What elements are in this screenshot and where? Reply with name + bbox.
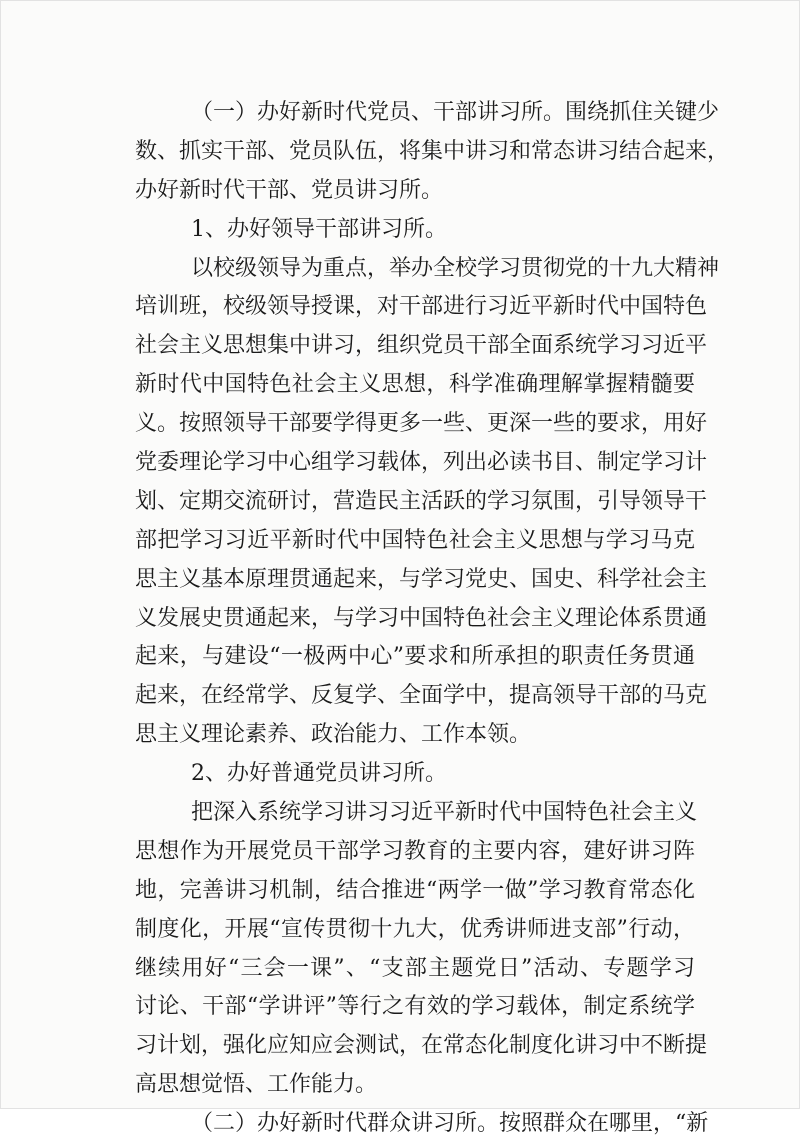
text-line: 以校级领导为重点，举办全校学习贯彻党的十九大精神 [191, 255, 720, 281]
text-line: 培训班，校级领导授课，对干部进行习近平新时代中国特色 [135, 294, 708, 320]
text-line: 起来，在经常学、反复学、全面学中，提高领导干部的马克 [135, 683, 708, 709]
text-line: 2、办好普通党员讲习所。 [191, 761, 447, 787]
text-line: 办好新时代干部、党员讲习所。 [135, 177, 444, 203]
text-line: 新时代中国特色社会主义思想，科学准确理解掌握精髓要 [135, 372, 695, 398]
text-line: 义。按照领导干部要学得更多一些、更深一些的要求，用好 [135, 411, 708, 437]
text-line: 党委理论学习中心组学习载体，列出必读书目、制定学习计 [135, 450, 708, 476]
text-line: 高思想觉悟、工作能力。 [135, 1072, 378, 1098]
text-line: 划、定期交流研讨，营造民主活跃的学习氛围，引导领导干 [135, 488, 708, 514]
text-line: 地，完善讲习机制，结合推进“两学一做”学习教育常态化 [135, 877, 695, 903]
text-line: 义发展史贯通起来，与学习中国特色社会主义理论体系贯通 [135, 605, 708, 631]
text-line: 继续用好“三会一课”、“支部主题党日”活动、专题学习 [135, 955, 695, 981]
text-line: 思主义基本原理贯通起来，与学习党史、国史、科学社会主 [135, 566, 708, 592]
text-line: 1、办好领导干部讲习所。 [191, 216, 447, 242]
body-text [135, 94, 730, 1144]
text-line: 讨论、干部“学讲评”等行之有效的学习载体，制定系统学 [135, 994, 695, 1020]
text-line: 习计划，强化应知应会测试，在常态化制度化讲习中不断提 [135, 1033, 708, 1059]
text-line: 制度化，开展“宣传贯彻十九大，优秀讲师进支部”行动， [135, 916, 695, 942]
text-line: 起来，与建设“一极两中心”要求和所承担的职责任务贯通 [135, 644, 695, 670]
text-line: 社会主义思想集中讲习，组织党员干部全面系统学习习近平 [135, 333, 708, 359]
text-line: 数、抓实干部、党员队伍，将集中讲习和常态讲习结合起来， [135, 138, 730, 164]
text-line: 思想作为开展党员干部学习教育的主要内容，建好讲习阵 [135, 838, 695, 864]
text-line: （二）办好新时代群众讲习所。按照群众在哪里，“新 [191, 1111, 709, 1137]
text-line: 部把学习习近平新时代中国特色社会主义思想与学习马克 [135, 527, 695, 553]
text-line: 把深入系统学习讲习习近平新时代中国特色社会主义 [191, 800, 698, 826]
text-line: （一）办好新时代党员、干部讲习所。围绕抓住关键少 [191, 100, 720, 125]
text-line: 思主义理论素养、政治能力、工作本领。 [135, 722, 532, 748]
